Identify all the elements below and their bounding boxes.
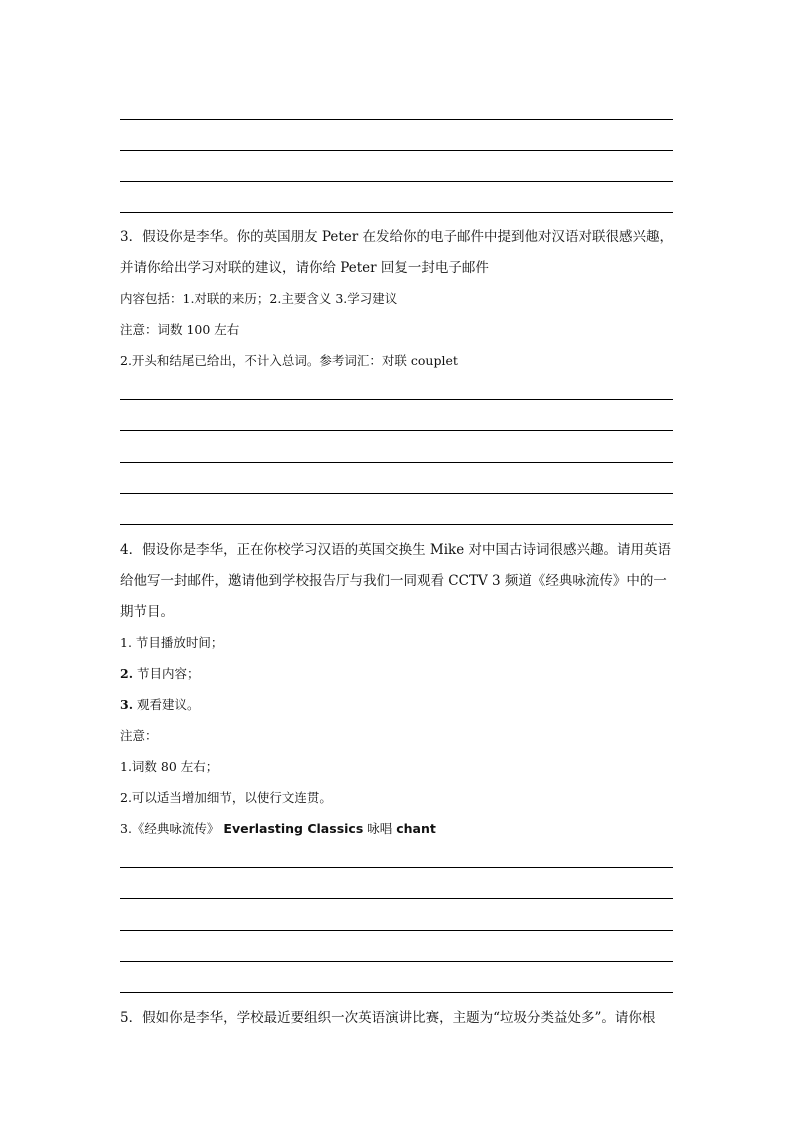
answer-line bbox=[120, 992, 673, 993]
q3-vocab-note: 2.开头和结尾已给出，不计入总词。参考词汇：对联 couplet bbox=[120, 353, 458, 368]
answer-line bbox=[120, 930, 673, 931]
answer-line bbox=[120, 493, 673, 494]
answer-line bbox=[120, 867, 673, 868]
answer-line bbox=[120, 399, 673, 400]
q4-note-3-word: 咏唱 bbox=[363, 821, 397, 836]
answer-line bbox=[120, 119, 673, 120]
q3-prompt-line-2: 并请你给出学习对联的建议，请你给 Peter 回复一封电子邮件 bbox=[120, 260, 489, 276]
answer-line bbox=[120, 898, 673, 899]
answer-line bbox=[120, 524, 673, 525]
q4-item-1: 1. 节目播放时间； bbox=[120, 635, 224, 650]
q5-prompt-line-1: 5．假如你是李华，学校最近要组织一次英语演讲比赛，主题为“垃圾分类益处多”。请你根 bbox=[120, 1010, 656, 1026]
q3-content-requirements: 内容包括：1.对联的来历；2.主要含义 3.学习建议 bbox=[120, 291, 398, 306]
q4-item-3-number: 3. bbox=[120, 697, 134, 712]
q4-note-label: 注意： bbox=[120, 728, 158, 743]
q4-item-3 bbox=[120, 695, 200, 715]
q4-item-2 bbox=[120, 664, 200, 684]
q4-note-3-title: 3.《经典咏流传》 bbox=[120, 821, 224, 836]
answer-line bbox=[120, 430, 673, 431]
answer-line bbox=[120, 150, 673, 151]
answer-line bbox=[120, 212, 673, 213]
q4-prompt-line-3: 期节目。 bbox=[120, 604, 174, 620]
answer-line bbox=[120, 462, 673, 463]
q4-note-3 bbox=[120, 819, 436, 839]
q4-prompt-line-1: 4．假设你是李华，正在你校学习汉语的英国交换生 Mike 对中国古诗词很感兴趣。请用英语 bbox=[120, 542, 671, 558]
q4-item-2-number: 2. bbox=[120, 666, 134, 681]
q3-prompt-line-1: 3．假设你是李华。你的英国朋友 Peter 在发给你的电子邮件中提到他对汉语对联很感兴趣， bbox=[120, 229, 674, 245]
answer-line bbox=[120, 961, 673, 962]
answer-line bbox=[120, 181, 673, 182]
q4-prompt-line-2: 给他写一封邮件，邀请他到学校报告厅与我们一同观看 CCTV 3 频道《经典咏流传》中的一 bbox=[120, 573, 667, 589]
q4-note-3-english-word: chant bbox=[396, 821, 436, 836]
q4-note-3-english-title: Everlasting Classics bbox=[223, 821, 364, 836]
q4-item-2-text: 节目内容； bbox=[133, 666, 200, 681]
q3-note: 注意：词数 100 左右 bbox=[120, 322, 240, 337]
q4-note-2: 2.可以适当增加细节，以使行文连贯。 bbox=[120, 790, 332, 805]
q4-note-1: 1.词数 80 左右； bbox=[120, 759, 219, 774]
q4-item-3-text: 观看建议。 bbox=[133, 697, 200, 712]
